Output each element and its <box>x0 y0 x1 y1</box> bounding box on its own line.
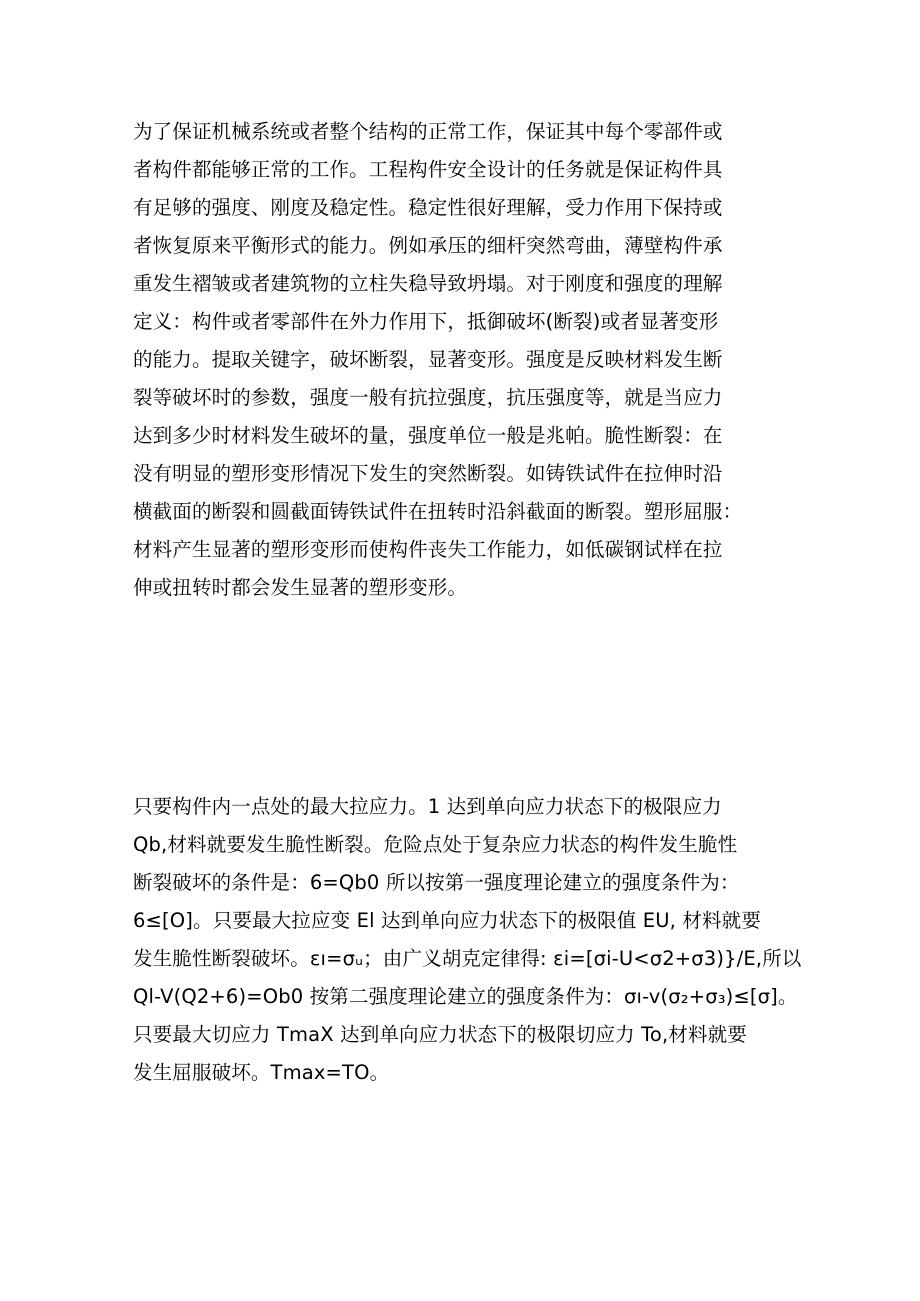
text-line: 伸或扭转时都会发生显著的塑形变形。 <box>133 576 468 599</box>
paragraph-strength-theories <box>133 788 803 1092</box>
text-line: 横截面的断裂和圆截面铸铁试件在扭转时沿斜截面的断裂。塑形屈服： <box>133 500 743 523</box>
text-line: Ql-V(Q2+6)=Ob0 按第二强度理论建立的强度条件为：σı-v(σ₂+σ₃)≤[σ]。 <box>133 985 798 1008</box>
text-line: 发生脆性断裂破坏。εı=σᵤ；由广义胡克定律得: εi=[σi-U<σ2+σ3)}∕E,所以 <box>133 947 802 970</box>
text-line: 材料产生显著的塑形变形而使构件丧失工作能力，如低碳钢试样在拉 <box>133 538 723 561</box>
text-line: 有足够的强度、刚度及稳定性。稳定性很好理解，受力作用下保持或 <box>133 196 723 219</box>
text-line: 只要最大切应力 TmaX 达到单向应力状态下的极限切应力 To,材料就要 <box>133 1023 747 1046</box>
text-line: 的能力。提取关键字，破坏断裂，显著变形。强度是反映材料发生断 <box>133 348 723 371</box>
text-line: Qb,材料就要发生脆性断裂。危险点处于复杂应力状态的构件发生脆性 <box>133 833 738 856</box>
text-line: 断裂破坏的条件是：6=Qb0 所以按第一强度理论建立的强度条件为： <box>133 871 740 894</box>
text-line: 6≤[O]。只要最大拉应变 El 达到单向应力状态下的极限值 EU, 材料就要 <box>133 909 761 932</box>
text-line: 裂等破坏时的参数，强度一般有抗拉强度，抗压强度等，就是当应力 <box>133 386 723 409</box>
paragraph-strength-definitions <box>133 113 803 607</box>
text-line: 者恢复原来平衡形式的能力。例如承压的细杆突然弯曲，薄壁构件承 <box>133 234 723 257</box>
text-line: 达到多少时材料发生破坏的量，强度单位一般是兆帕。脆性断裂：在 <box>133 424 723 447</box>
text-line: 重发生褶皱或者建筑物的立柱失稳导致坍塌。对于刚度和强度的理解 <box>133 272 723 295</box>
text-line: 发生屈服破坏。Tmax=TO。 <box>133 1061 390 1084</box>
text-line: 者构件都能够正常的工作。工程构件安全设计的任务就是保证构件具 <box>133 158 723 181</box>
text-line: 没有明显的塑形变形情况下发生的突然断裂。如铸铁试件在拉伸时沿 <box>133 462 723 485</box>
text-line: 为了保证机械系统或者整个结构的正常工作，保证其中每个零部件或 <box>133 120 723 143</box>
text-line: 定义：构件或者零部件在外力作用下，抵御破坏(断裂)或者显著变形 <box>133 310 719 333</box>
text-line: 只要构件内一点处的最大拉应力。1 达到单向应力状态下的极限应力 <box>133 795 722 818</box>
